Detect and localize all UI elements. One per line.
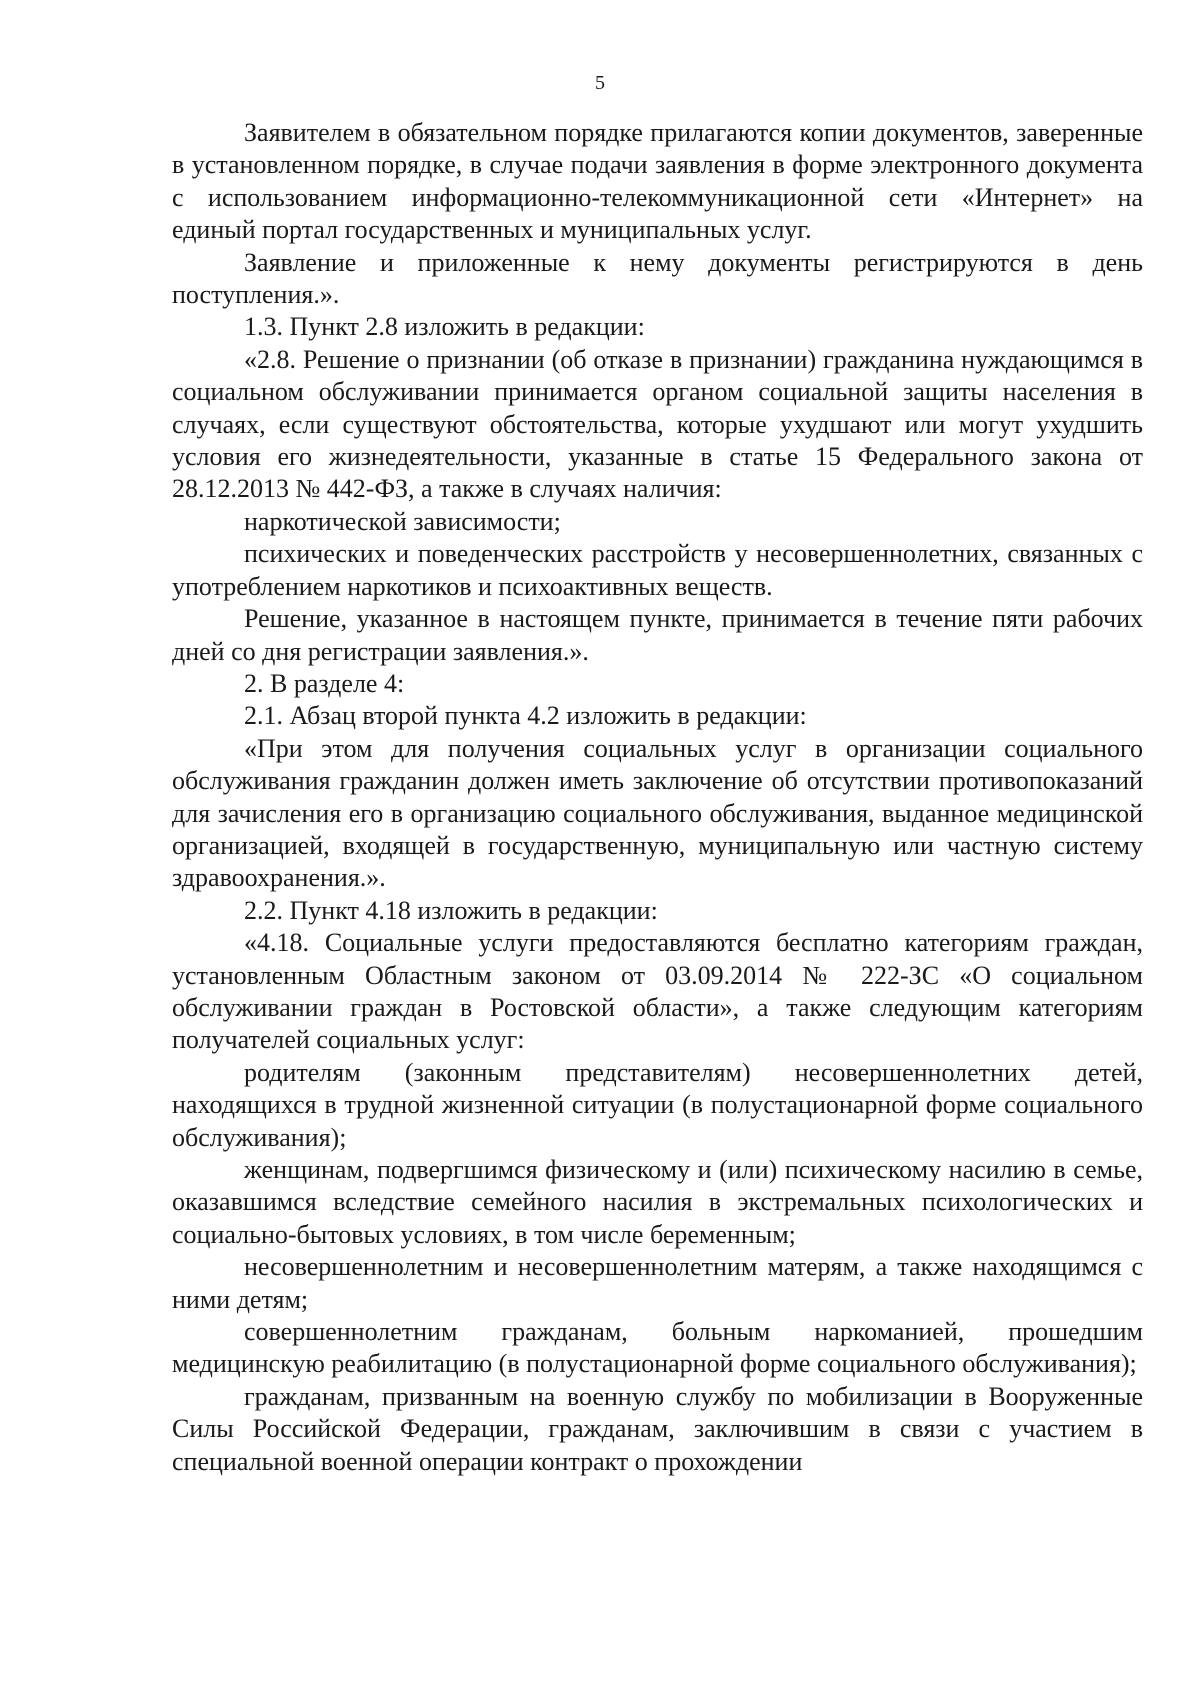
paragraph: «2.8. Решение о признании (об отказе в признании) гражданина нуждающимся в социальном обслуживании принимается органом социальной защиты населения в случаях, если существуют обстоятельства, которые ухудшают или могут ухудшить условия его жизнедеятельности, указанные в статье 15 Федерального закона от 28.12.2013 № 442-ФЗ, а также в случаях наличия: [172, 344, 1143, 504]
paragraph: «При этом для получения социальных услуг в организации социального обслуживания гражданин должен иметь заключение об отсутствии противопоказаний для зачисления его в организацию социального обслуживания, выданное медицинской организацией, входящей в государственную, муниципальную или частную систему здравоохранения.». [172, 733, 1143, 893]
paragraph: совершеннолетним гражданам, больным наркоманией, прошедшим медицинскую реабилитацию (в полустационарной форме социального обслуживания); [172, 1317, 1143, 1379]
paragraph: 2. В разделе 4: [244, 668, 405, 698]
paragraph: родителям (законным представителям) несовершеннолетних детей, находящихся в трудной жизненной ситуации (в полустационарной форме социального обслуживания); [172, 1057, 1143, 1152]
paragraph: 2.2. Пункт 4.18 изложить в редакции: [244, 895, 658, 925]
paragraph: 1.3. Пункт 2.8 изложить в редакции: [244, 312, 645, 342]
paragraph: Заявителем в обязательном порядке прилагаются копии документов, заверенные в установленном порядке, в случае подачи заявления в форме электронного документа с использованием информационно-телекоммуникационной сети «Интернет» на единый портал государственных и муниципальных услуг. [172, 118, 1143, 245]
paragraph: психических и поведенческих расстройств у несовершеннолетних, связанных с употреблением наркотиков и психоактивных веществ. [172, 539, 1143, 601]
page-number: 5 [595, 72, 605, 94]
paragraph: Решение, указанное в настоящем пункте, принимается в течение пяти рабочих дней со дня регистрации заявления.». [172, 604, 1143, 666]
paragraph: наркотической зависимости; [244, 506, 561, 536]
paragraph: гражданам, призванным на военную службу по мобилизации в Вооруженные Силы Российской Федерации, гражданам, заключившим в связи с участием в специальной военной операции контракт о прохождении [172, 1381, 1143, 1476]
paragraph: Заявление и приложенные к нему документы регистрируются в день поступления.». [172, 247, 1143, 310]
document-body [172, 117, 1143, 1478]
paragraph: «4.18. Социальные услуги предоставляются бесплатно категориям граждан, установленным Областным законом от 03.09.2014 № 222-ЗС «О социальном обслуживании граждан в Ростовской области», а также следующим категориям получателей социальных услуг: [172, 928, 1143, 1055]
paragraph: женщинам, подвергшимся физическому и (или) психическому насилию в семье, оказавшимся вследствие семейного насилия в экстремальных психологических и социально-бытовых условиях, в том числе беременным; [172, 1155, 1143, 1249]
paragraph: несовершеннолетним и несовершеннолетним матерям, а также находящимся с ними детям; [172, 1252, 1143, 1314]
paragraph: 2.1. Абзац второй пункта 4.2 изложить в редакции: [244, 701, 807, 731]
